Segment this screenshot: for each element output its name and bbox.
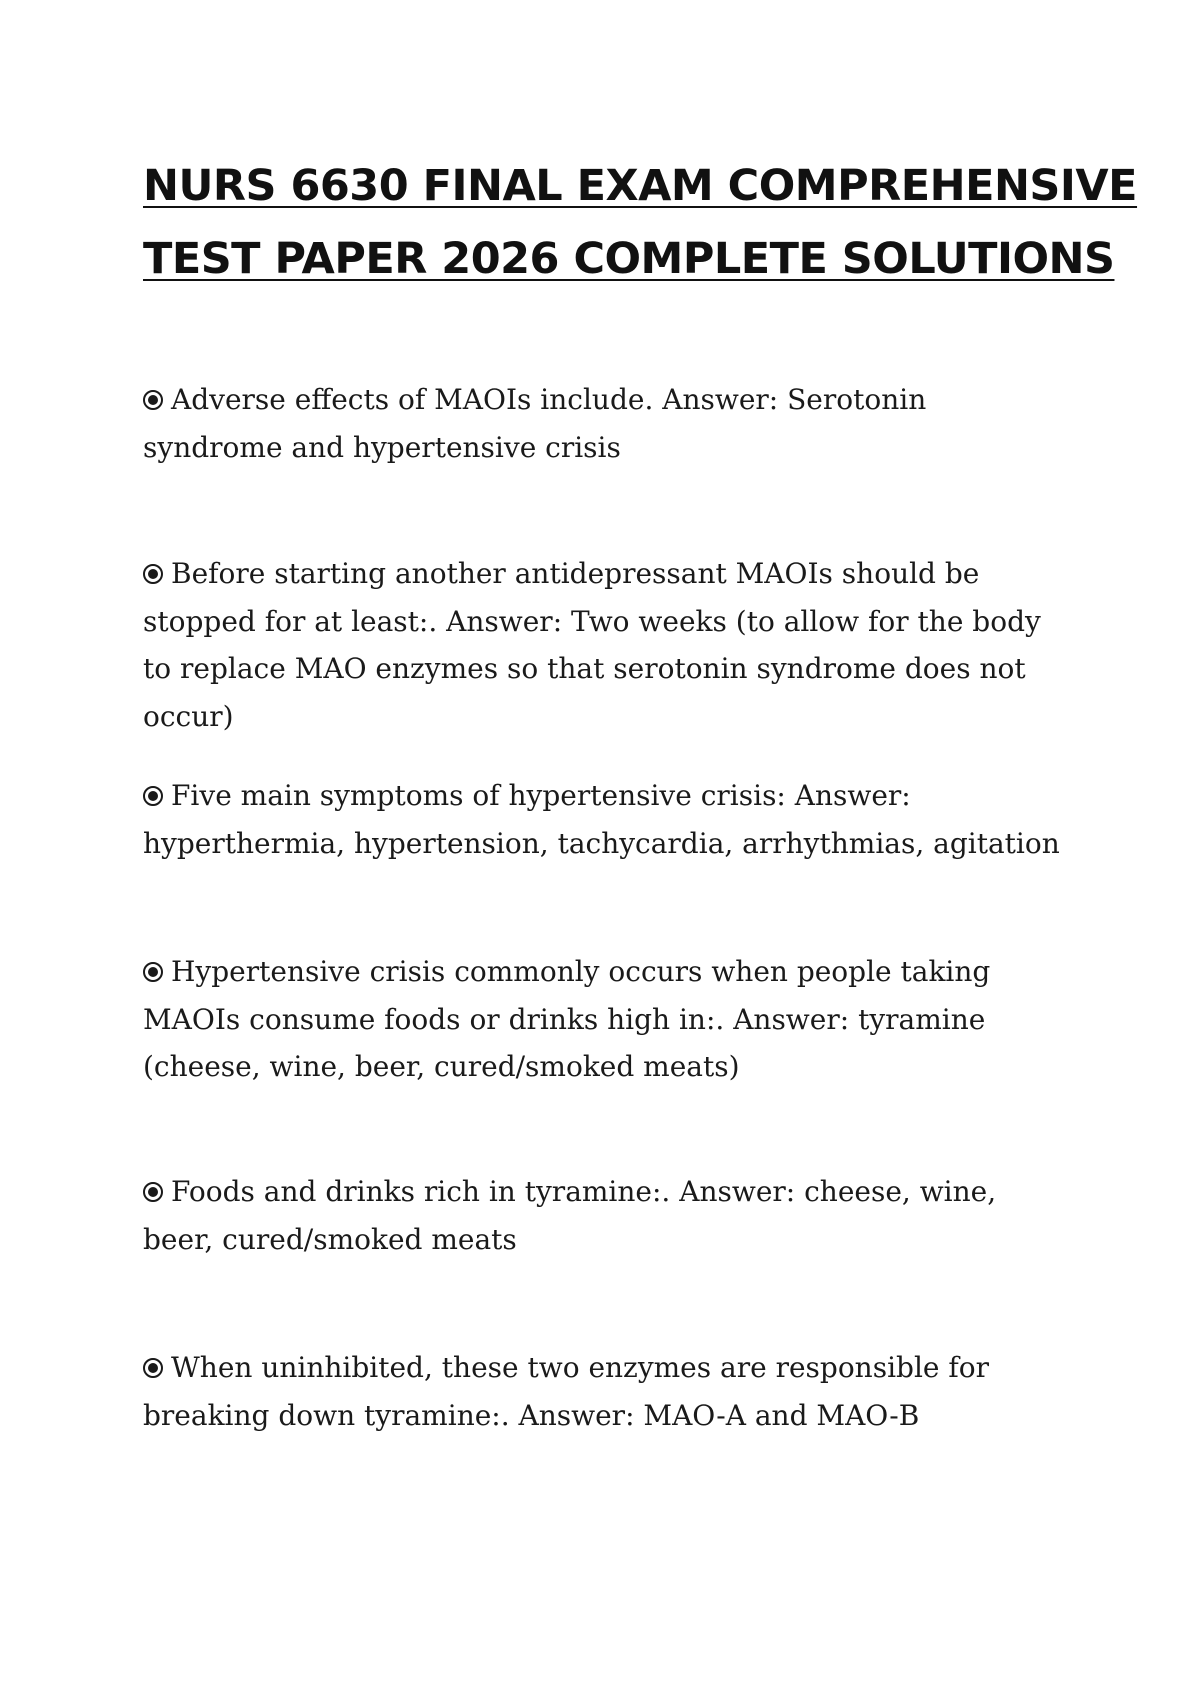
qa-item bbox=[143, 376, 1073, 471]
qa-item-text: When uninhibited, these two enzymes are responsible for breaking down tyramine:. Answer: MAO-A and MAO-B bbox=[143, 1351, 989, 1432]
qa-item-text: Adverse effects of MAOIs include. Answer: Serotonin syndrome and hypertensive crisis bbox=[143, 383, 927, 464]
qa-item bbox=[143, 550, 1073, 740]
title-line-1: NURS 6630 FINAL EXAM COMPREHENSIVE bbox=[143, 161, 1138, 211]
qa-item bbox=[143, 1344, 1073, 1439]
radio-bullet-icon bbox=[143, 564, 163, 584]
radio-bullet-icon bbox=[143, 390, 163, 410]
radio-bullet-icon bbox=[143, 962, 163, 982]
qa-item bbox=[143, 1168, 1073, 1263]
radio-bullet-icon bbox=[143, 1182, 163, 1202]
qa-item bbox=[143, 772, 1073, 867]
qa-item bbox=[143, 948, 1073, 1091]
qa-item-text: Five main symptoms of hypertensive crisis: Answer: hyperthermia, hypertension, tachycardia, arrhythmias, agitation bbox=[143, 779, 1060, 860]
title-line-2: TEST PAPER 2026 COMPLETE SOLUTIONS bbox=[143, 234, 1115, 284]
radio-bullet-icon bbox=[143, 1358, 163, 1378]
radio-bullet-icon bbox=[143, 786, 163, 806]
qa-item-text: Foods and drinks rich in tyramine:. Answer: cheese, wine, beer, cured/smoked meats bbox=[143, 1175, 997, 1256]
qa-item-text: Hypertensive crisis commonly occurs when people taking MAOIs consume foods or drinks high in:. Answer: tyramine (cheese, wine, beer, cured/smoked meats) bbox=[143, 955, 991, 1083]
qa-item-text: Before starting another antidepressant MAOIs should be stopped for at least:. Answer: Two weeks (to allow for the body to replace MAO enzymes so that serotonin syndrome does not occur) bbox=[143, 557, 1041, 733]
page-title bbox=[143, 150, 1138, 296]
